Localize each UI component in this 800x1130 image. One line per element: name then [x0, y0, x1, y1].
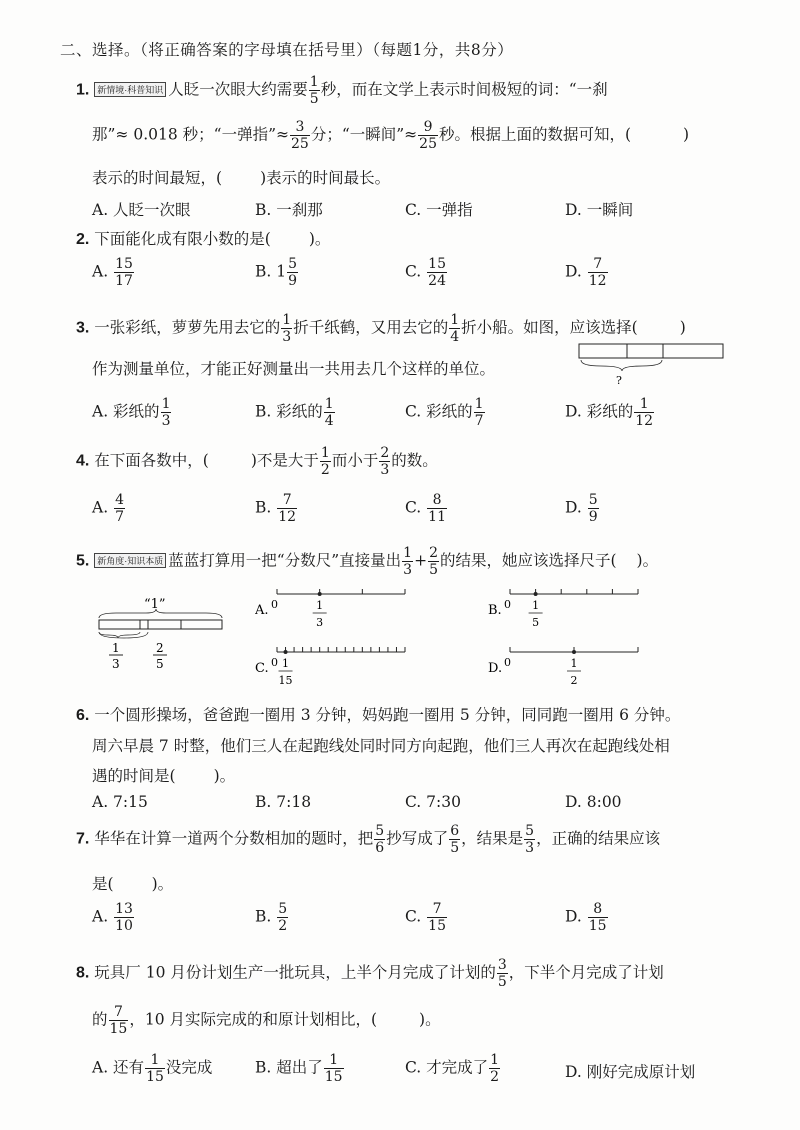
q1-text: 秒，而在文学上表示时间极短的词：“一刹	[320, 80, 608, 99]
ruler-zero-label: 0	[504, 656, 511, 669]
q6-option-a[interactable]: A. 7:15	[92, 793, 148, 811]
q8-fraction-2: $\frac{7}{15}$	[109, 1004, 128, 1037]
q1-text: 表示的时间最短，(	[92, 169, 223, 187]
svg-text:2: 2	[156, 641, 164, 655]
q7-text: 抄写成了	[386, 829, 449, 848]
ruler-option-label: C.	[255, 661, 269, 676]
ruler-marker	[572, 650, 576, 654]
ruler-fraction-denominator: 3	[316, 616, 324, 629]
ruler-zero-label: 0	[271, 656, 278, 669]
q8-text: )。	[419, 1010, 441, 1029]
q8-option-b[interactable]: B. 超出了 $\frac{1}{15}$	[255, 1052, 343, 1085]
q8-text: 的	[92, 1010, 108, 1029]
q2-text: )。	[308, 230, 331, 248]
q2-option-d[interactable]: D. $\frac{7}{12}$	[565, 256, 607, 289]
q2-number: 2.	[76, 231, 90, 248]
q8-number: 8.	[76, 964, 90, 982]
q7-fraction-3: $\frac{5}{3}$	[525, 823, 535, 856]
q3-line2: 作为测量单位，才能正好测量出一共用去几个这样的单位。	[92, 360, 496, 378]
strip-label: “1”	[144, 597, 166, 612]
q2-option-c[interactable]: C. $\frac{15}{24}$	[405, 256, 446, 289]
q7-option-a[interactable]: A. $\frac{13}{10}$	[92, 901, 133, 934]
ruler-marker	[534, 592, 538, 596]
q6-option-d[interactable]: D. 8:00	[565, 793, 622, 811]
q3-text: 折小船。如图，应该选择(	[461, 318, 638, 337]
q4-fraction-2: $\frac{2}{3}$	[380, 445, 390, 478]
q1-text: 分；“一瞬间”≈	[310, 125, 418, 144]
ruler-marker	[284, 650, 288, 654]
ruler-marker	[318, 592, 322, 596]
q3-option-b[interactable]: B. 彩纸的 $\frac{1}{4}$	[255, 396, 334, 429]
svg-text:1: 1	[112, 641, 120, 655]
q7-text: )。	[151, 875, 174, 893]
q5-text: 的结果，她应该选择尺子(	[439, 551, 617, 570]
q5-text: )。	[636, 551, 659, 570]
svg-text:3: 3	[112, 657, 120, 671]
q4-text: 的数。	[391, 451, 438, 470]
q5-plus: +	[414, 551, 428, 570]
q3-option-a[interactable]: A. 彩纸的 $\frac{1}{3}$	[92, 396, 171, 429]
q3-option-d[interactable]: D. 彩纸的 $\frac{1}{12}$	[565, 396, 654, 429]
q2-option-a[interactable]: A. $\frac{15}{17}$	[92, 256, 133, 289]
ruler-zero-label: 0	[271, 598, 278, 611]
ruler-option-label: D.	[488, 661, 503, 676]
q1-line3	[92, 166, 390, 188]
q4-option-d[interactable]: D. $\frac{5}{9}$	[565, 492, 598, 525]
q7-fraction-2: $\frac{6}{5}$	[450, 823, 460, 856]
ruler-fraction-numerator: 1	[282, 657, 290, 670]
q1-number: 1.	[76, 81, 90, 99]
q4-option-b[interactable]: B. $\frac{7}{12}$	[255, 492, 297, 525]
q4-text: )不是大于	[250, 451, 319, 470]
q1-text: 秒。根据上面的数据可知，(	[438, 125, 632, 144]
q4-stem	[76, 446, 438, 477]
q5-fraction-2: $\frac{2}{5}$	[429, 545, 438, 578]
q4-number: 4.	[76, 452, 90, 470]
q8-text: ，10 月实际完成的和原计划相比，(	[129, 1010, 378, 1029]
q1-option-a[interactable]: A. 人眨一次眼	[92, 201, 191, 219]
q4-text: 在下面各数中，(	[94, 451, 209, 470]
ruler-b[interactable]	[488, 580, 653, 632]
q3-text: 折千纸鹤，又用去它的	[293, 318, 449, 337]
q3-question-mark: ?	[616, 374, 622, 387]
q5-fraction-strip	[96, 592, 226, 672]
q7-option-b[interactable]: B. $\frac{5}{2}$	[255, 901, 288, 934]
q6-text: )。	[213, 767, 236, 785]
q4-fraction-1: $\frac{1}{2}$	[320, 445, 330, 478]
q7-option-d[interactable]: D. $\frac{8}{15}$	[565, 901, 607, 934]
q7-option-c[interactable]: C. $\frac{7}{15}$	[405, 901, 446, 934]
ruler-fraction-denominator: 5	[532, 616, 540, 629]
q6-line2: 周六早晨 7 时整，他们三人在起跑线处同时同方向起跑，他们三人再次在起跑线处相	[92, 737, 670, 755]
q7-text: 华华在计算一道两个分数相加的题时，把	[94, 829, 374, 848]
q5-tag: 新角度·知识本质	[94, 553, 166, 568]
q1-text: 人眨一次眼大约需要	[168, 80, 308, 99]
ruler-fraction-numerator: 1	[532, 599, 540, 612]
q6-line3	[92, 764, 235, 786]
q8-line1	[76, 958, 664, 989]
ruler-option-label: A.	[255, 603, 269, 618]
ruler-fraction-denominator: 2	[570, 674, 578, 687]
q6-option-b[interactable]: B. 7:18	[255, 793, 312, 811]
q7-text: ，正确的结果应该	[536, 829, 661, 848]
ruler-option-label: B.	[488, 603, 502, 618]
q1-tag: 新情境·科普知识	[94, 82, 166, 97]
q2-text: 下面能化成有限小数的是(	[94, 230, 271, 248]
q7-number: 7.	[76, 830, 90, 848]
q5-text: 蓝蓝打算用一把“分数尺”直接量出	[168, 551, 402, 570]
q3-option-c[interactable]: C. 彩纸的 $\frac{1}{7}$	[405, 396, 484, 429]
svg-text:5: 5	[156, 657, 164, 671]
ruler-fraction-numerator: 1	[316, 599, 324, 612]
q7-text: ，结果是	[461, 829, 524, 848]
q3-number: 3.	[76, 319, 90, 337]
ruler-fraction-numerator: 1	[570, 657, 578, 670]
q2-stem	[76, 227, 330, 249]
q1-text: )	[683, 125, 690, 144]
q5-stem	[76, 546, 658, 577]
q1-fraction-3: $\frac{9}{25}$	[419, 119, 437, 152]
q5-number: 5.	[76, 552, 90, 570]
ruler-zero-label: 0	[504, 598, 511, 611]
q6-line1	[76, 703, 680, 725]
q4-option-c[interactable]: C. $\frac{8}{11}$	[405, 492, 446, 525]
q1-option-d[interactable]: D. 一瞬间	[565, 201, 634, 219]
q7-text: 是(	[92, 875, 114, 893]
q1-text: )表示的时间最长。	[260, 169, 391, 187]
q1-text: 那”≈ 0.018 秒；“一弹指”≈	[92, 125, 289, 144]
q4-text: 而小于	[331, 451, 379, 470]
q2-option-b[interactable]: B. 1 $\frac{5}{9}$	[255, 256, 298, 289]
q6-option-c[interactable]: C. 7:30	[405, 793, 461, 811]
q3-text: 一张彩纸，萝萝先用去它的	[94, 318, 281, 337]
q8-option-d[interactable]: D. 刚好完成原计划	[565, 1063, 696, 1081]
q4-option-a[interactable]: A. $\frac{4}{7}$	[92, 492, 124, 525]
q6-number: 6.	[76, 707, 90, 724]
q6-text: 遇的时间是(	[92, 767, 176, 785]
ruler-c[interactable]	[255, 638, 420, 694]
ruler-fraction-denominator: 15	[278, 674, 293, 687]
q3-paper-diagram	[576, 340, 726, 388]
q8-text: ，下半个月完成了计划	[508, 963, 664, 982]
q1-option-b[interactable]: B. 一刹那	[255, 201, 323, 219]
q1-fraction-2: $\frac{3}{25}$	[290, 119, 309, 152]
q8-option-a[interactable]: A. 还有 $\frac{1}{15}$ 没完成	[92, 1052, 213, 1085]
q1-line2	[92, 120, 689, 151]
q8-fraction-1: $\frac{3}{5}$	[497, 957, 507, 990]
q1-fraction-1: $\frac{1}{5}$	[309, 74, 319, 107]
q8-line2	[92, 1005, 441, 1036]
q1-line1	[76, 75, 608, 106]
q8-option-c[interactable]: C. 才完成了 $\frac{1}{2}$	[405, 1052, 500, 1085]
q3-text: )	[679, 318, 686, 337]
q8-text: 玩具厂 10 月份计划生产一批玩具，上半个月完成了计划的	[94, 963, 496, 982]
ruler-a[interactable]	[255, 580, 420, 632]
q1-option-c[interactable]: C. 一弹指	[405, 201, 473, 219]
q3-fraction-2: $\frac{1}{4}$	[450, 312, 460, 345]
q7-line2	[92, 872, 173, 894]
ruler-d[interactable]	[488, 638, 653, 694]
q3-fraction-1: $\frac{1}{3}$	[282, 312, 292, 345]
q5-fraction-1: $\frac{1}{3}$	[403, 545, 413, 578]
q7-fraction-1: $\frac{5}{6}$	[375, 823, 385, 856]
q6-text: 一个圆形操场，爸爸跑一圈用 3 分钟，妈妈跑一圈用 5 分钟，同同跑一圈用 6 分钟。	[94, 706, 681, 724]
q7-line1	[76, 824, 660, 855]
section-title: 二、选择。（将正确答案的字母填在括号里）（每题1分，共8分）	[60, 41, 514, 59]
